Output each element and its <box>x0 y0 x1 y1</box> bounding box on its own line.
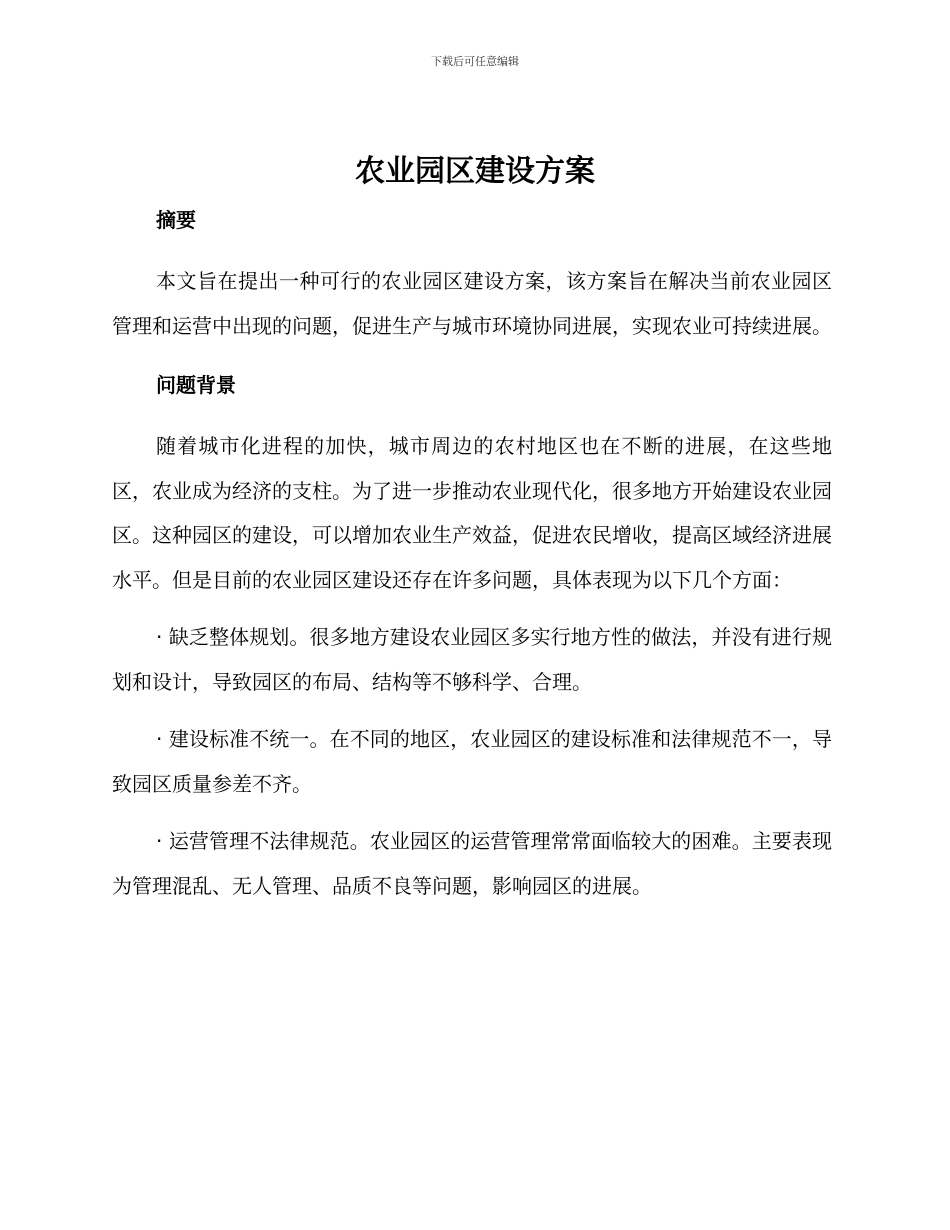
bullet-item-standards: · 建设标准不统一。在不同的地区，农业园区的建设标准和法律规范不一，导致园区质量参差不齐。 <box>112 727 832 796</box>
section-heading-abstract: 摘要 <box>156 208 196 232</box>
page-header-note: 下载后可任意编辑 <box>431 55 519 68</box>
background-paragraph: 随着城市化进程的加快，城市周边的农村地区也在不断的进展，在这些地区，农业成为经济的支柱。为了进一步推动农业现代化，很多地方开始建设农业园区。这种园区的建设，可以增加农业生产效益，促进农民增收，提高区域经济进展水平。但是目前的农业园区建设还存在许多问题，具体表现为以下几个方面： <box>112 434 832 592</box>
section-heading-background: 问题背景 <box>156 373 236 397</box>
document-body <box>112 204 832 908</box>
abstract-paragraph: 本文旨在提出一种可行的农业园区建设方案，该方案旨在解决当前农业园区管理和运营中出现的问题，促进生产与城市环境协同进展，实现农业可持续进展。 <box>112 269 832 338</box>
document-title: 农业园区建设方案 <box>355 154 595 189</box>
bullet-item-planning: · 缺乏整体规划。很多地方建设农业园区多实行地方性的做法，并没有进行规划和设计，导致园区的布局、结构等不够科学、合理。 <box>112 625 832 694</box>
bullet-item-operations: · 运营管理不法律规范。农业园区的运营管理常常面临较大的困难。主要表现为管理混乱、无人管理、品质不良等问题，影响园区的进展。 <box>112 829 832 898</box>
